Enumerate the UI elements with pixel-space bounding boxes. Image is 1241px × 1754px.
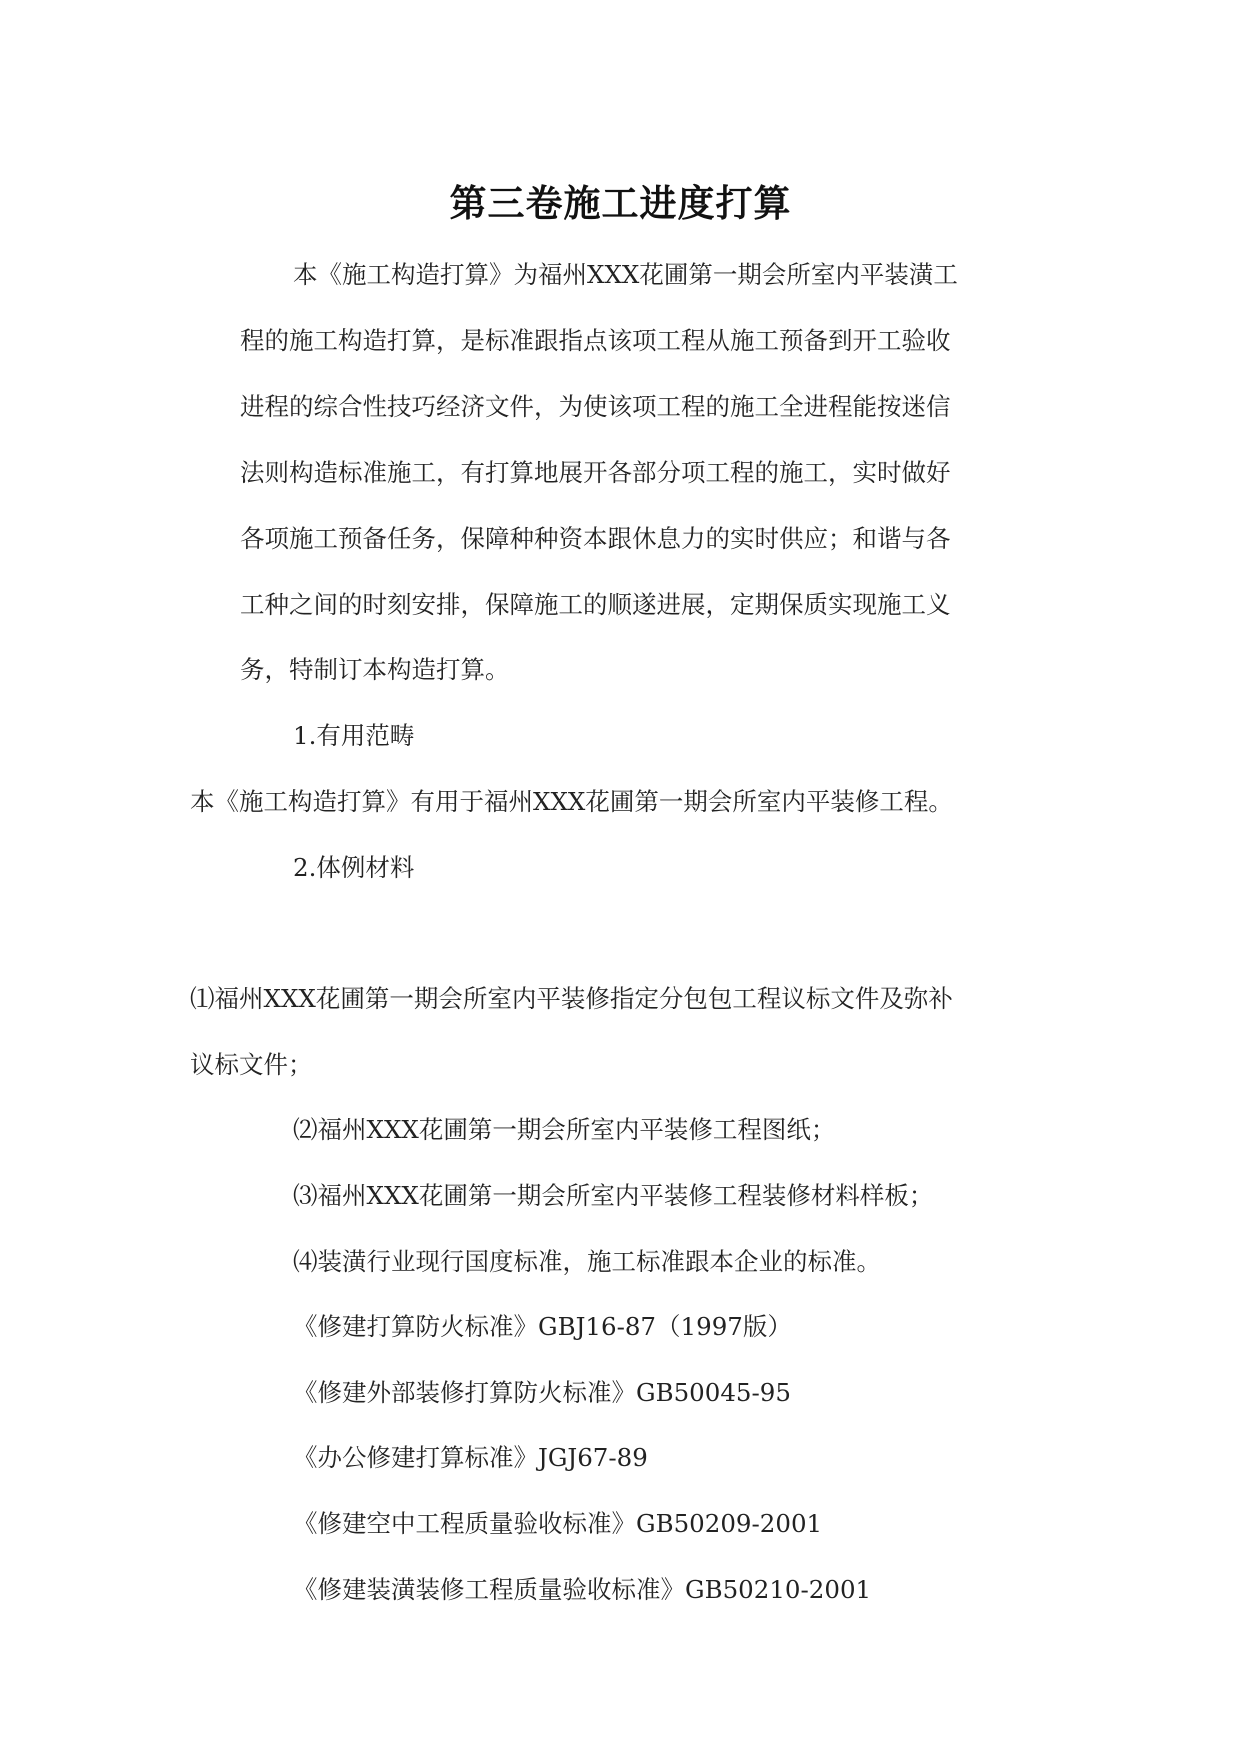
standard-item-4: 《修建空中工程质量验收标准》GB50209-2001 — [293, 1509, 823, 1538]
standard-item-2: 《修建外部装修打算防火标准》GB50045-95 — [293, 1378, 791, 1407]
section-2-heading: 2.体例材料 — [293, 853, 415, 882]
standard-item-5: 《修建装潢装修工程质量验收标准》GB50210-2001 — [293, 1575, 872, 1604]
intro-line-4: 法则构造标准施工，有打算地展开各部分项工程的施工，实时做好 — [240, 458, 951, 487]
document-title: 第三卷施工进度打算 — [449, 181, 792, 225]
list-item-3: ⑶福州XXX花圃第一期会所室内平装修工程装修材料样板； — [293, 1181, 934, 1210]
section-1-heading: 1.有用范畴 — [293, 721, 415, 750]
list-item-4: ⑷装潢行业现行国度标准，施工标准跟本企业的标准。 — [293, 1247, 881, 1276]
section-1-text: 本《施工构造打算》有用于福州XXX花圃第一期会所室内平装修工程。 — [190, 787, 953, 816]
intro-line-1: 本《施工构造打算》为福州XXX花圃第一期会所室内平装潢工 — [293, 260, 958, 289]
intro-line-6: 工种之间的时刻安排，保障施工的顺遂进展，定期保质实现施工义 — [240, 590, 951, 619]
intro-line-5: 各项施工预备任务，保障种种资本跟休息力的实时供应；和谐与各 — [240, 524, 951, 553]
standard-item-1: 《修建打算防火标准》GBJ16-87（1997版） — [293, 1312, 792, 1341]
standard-item-3: 《办公修建打算标准》JGJ67-89 — [293, 1443, 648, 1472]
list-item-2: ⑵福州XXX花圃第一期会所室内平装修工程图纸； — [293, 1115, 836, 1144]
list-item-1-line-1: ⑴福州XXX花圃第一期会所室内平装修指定分包包工程议标文件及弥补 — [190, 984, 953, 1013]
list-item-1-line-2: 议标文件； — [190, 1050, 313, 1079]
intro-line-7: 务，特制订本构造打算。 — [240, 655, 510, 684]
intro-line-3: 进程的综合性技巧经济文件，为使该项工程的施工全进程能按迷信 — [240, 392, 951, 421]
intro-line-2: 程的施工构造打算，是标准跟指点该项工程从施工预备到开工验收 — [240, 326, 951, 355]
